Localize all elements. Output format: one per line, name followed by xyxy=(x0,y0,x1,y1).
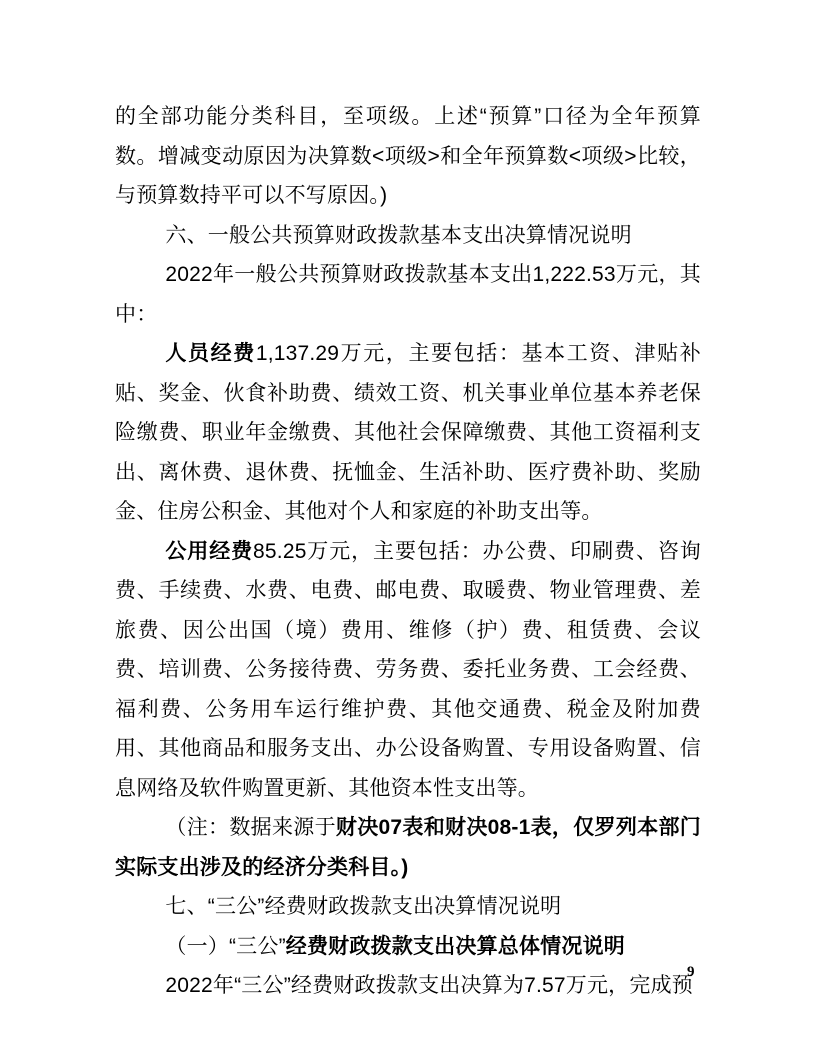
paragraph-budget-caliber-note-continuation xyxy=(115,97,701,216)
personnel-funds-detail: 1,137.29万元，主要包括：基本工资、津贴补贴、奖金、伙食补助费、绩效工资、机关事业单位基本养老保险缴费、职业年金缴费、其他社会保障缴费、其他工资福利支出、离休费、退休费、抚恤金、生活补助、医疗费补助、奖励金、住房公积金、其他对个人和家庭的补助支出等。 xyxy=(115,342,701,523)
paragraph-three-public-total xyxy=(115,966,701,1006)
public-funds-label: 公用经费 xyxy=(165,539,254,563)
paragraph-basic-expenditure-total xyxy=(115,255,701,334)
heading-emphasis: 经费财政拨款支出决算总体情况说明 xyxy=(285,934,625,958)
paragraph-data-source-note xyxy=(115,808,701,887)
paragraph-text: 2022年一般公共预算财政拨款基本支出1,222.53万元，其中： xyxy=(115,263,701,326)
paragraph-text: 2022年“三公”经费财政拨款支出决算为7.57万元，完成预 xyxy=(165,974,693,997)
paragraph-text: 的全部功能分类科目，至项级。上述“预算”口径为全年预算数。增减变动原因为决算数<项级>和全年预算数<项级>比较，与预算数持平可以不写原因。) xyxy=(115,105,701,207)
page-number: 9 xyxy=(687,964,695,980)
heading-section-7 xyxy=(115,887,701,927)
page-content xyxy=(115,97,701,1006)
public-funds-detail: 85.25万元，主要包括：办公费、印刷费、咨询费、手续费、水费、电费、邮电费、取暖费、物业管理费、差旅费、因公出国（境）费用、维修（护）费、租赁费、会议费、培训费、公务接待费、劳务费、委托业务费、工会经费、福利费、公务用车运行维护费、其他交通费、税金及附加费用、其他商品和服务支出、办公设备购置、专用设备购置、信息网络及软件购置更新、其他资本性支出等。 xyxy=(115,539,701,800)
heading-text: 六、一般公共预算财政拨款基本支出决算情况说明 xyxy=(165,223,632,247)
heading-section-6 xyxy=(115,216,701,256)
paragraph-personnel-funds xyxy=(115,334,701,532)
heading-section-7-1 xyxy=(115,927,701,967)
paragraph-public-funds xyxy=(115,532,701,809)
note-prefix: （注：数据来源于 xyxy=(165,816,336,839)
personnel-funds-label: 人员经费 xyxy=(165,342,256,365)
heading-text: 七、“三公”经费财政拨款支出决算情况说明 xyxy=(165,895,562,918)
heading-prefix: （一）“三公” xyxy=(165,934,286,958)
note-source-tables: 财决07表和财决08-1表，仅罗列本部门实际支出涉及的经济分类科目。) xyxy=(115,816,701,879)
